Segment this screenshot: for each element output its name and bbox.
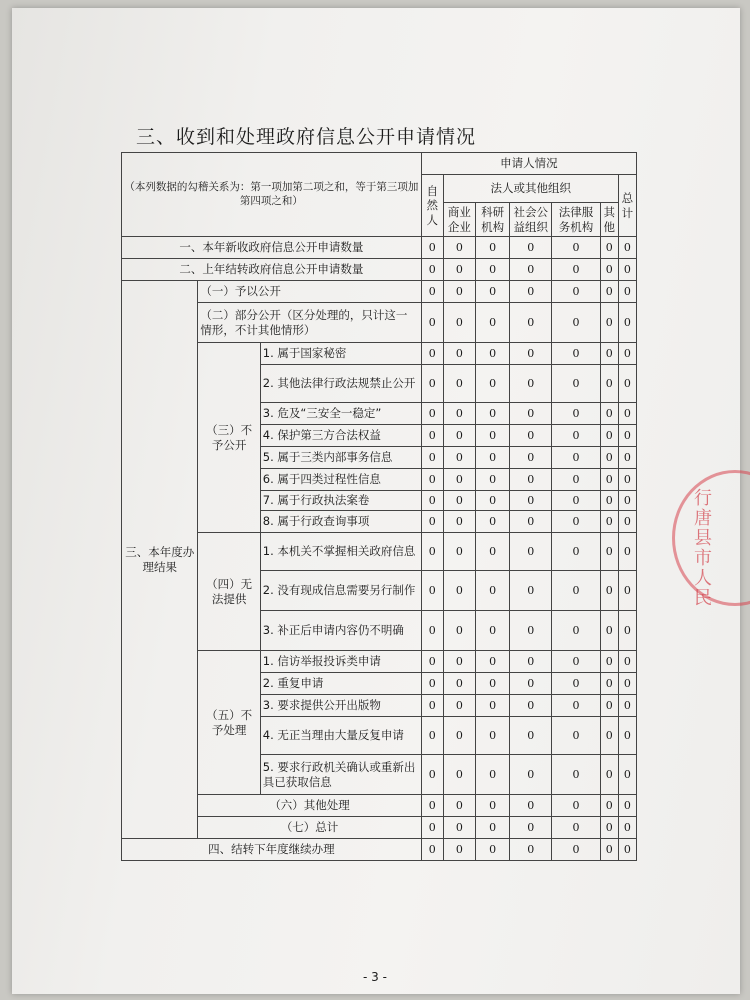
value-cell: 0 <box>421 237 443 259</box>
group-label: （四）无法提供 <box>198 533 260 651</box>
value-cell: 0 <box>510 259 552 281</box>
table-row <box>122 303 637 343</box>
value-cell: 0 <box>510 303 552 343</box>
row-label: 4. 保护第三方合法权益 <box>260 425 421 447</box>
value-cell: 0 <box>552 303 600 343</box>
value-cell: 0 <box>421 695 443 717</box>
value-cell: 0 <box>618 795 636 817</box>
row-label: 5. 要求行政机关确认或重新出具已获取信息 <box>260 755 421 795</box>
group-label: （三）不予公开 <box>198 343 260 533</box>
value-cell: 0 <box>510 365 552 403</box>
value-cell: 0 <box>600 817 618 839</box>
value-cell: 0 <box>421 755 443 795</box>
value-cell: 0 <box>618 365 636 403</box>
value-cell: 0 <box>443 237 475 259</box>
value-cell: 0 <box>552 469 600 491</box>
row-label: （一）予以公开 <box>198 281 421 303</box>
value-cell: 0 <box>421 651 443 673</box>
value-cell: 0 <box>600 839 618 861</box>
seal-text: 行唐县市人民 <box>691 488 712 608</box>
row-label: 一、本年新收政府信息公开申请数量 <box>122 237 422 259</box>
row-label: 8. 属于行政查询事项 <box>260 511 421 533</box>
value-cell: 0 <box>552 817 600 839</box>
value-cell: 0 <box>618 673 636 695</box>
value-cell: 0 <box>421 571 443 611</box>
table-row <box>122 259 637 281</box>
value-cell: 0 <box>476 533 510 571</box>
org-type-header: 科研机构 <box>476 203 510 237</box>
value-cell: 0 <box>618 695 636 717</box>
value-cell: 0 <box>552 839 600 861</box>
value-cell: 0 <box>552 425 600 447</box>
table-row <box>122 237 637 259</box>
value-cell: 0 <box>552 755 600 795</box>
value-cell: 0 <box>600 259 618 281</box>
value-cell: 0 <box>421 673 443 695</box>
header-note: （本列数据的勾稽关系为：第一项加第二项之和，等于第三项加第四项之和） <box>122 153 422 237</box>
value-cell: 0 <box>618 839 636 861</box>
row-label: （六）其他处理 <box>198 795 421 817</box>
value-cell: 0 <box>421 491 443 511</box>
value-cell: 0 <box>421 511 443 533</box>
value-cell: 0 <box>510 281 552 303</box>
table-row <box>122 839 637 861</box>
value-cell: 0 <box>510 755 552 795</box>
value-cell: 0 <box>476 795 510 817</box>
value-cell: 0 <box>421 365 443 403</box>
value-cell: 0 <box>600 343 618 365</box>
value-cell: 0 <box>510 571 552 611</box>
value-cell: 0 <box>552 611 600 651</box>
value-cell: 0 <box>443 839 475 861</box>
value-cell: 0 <box>618 817 636 839</box>
value-cell: 0 <box>600 651 618 673</box>
value-cell: 0 <box>476 447 510 469</box>
value-cell: 0 <box>600 491 618 511</box>
total-header: 总计 <box>618 175 636 237</box>
row-label: 2. 其他法律行政法规禁止公开 <box>260 365 421 403</box>
value-cell: 0 <box>443 259 475 281</box>
value-cell: 0 <box>510 469 552 491</box>
value-cell: 0 <box>476 259 510 281</box>
value-cell: 0 <box>618 469 636 491</box>
value-cell: 0 <box>421 447 443 469</box>
value-cell: 0 <box>476 511 510 533</box>
value-cell: 0 <box>421 403 443 425</box>
value-cell: 0 <box>421 259 443 281</box>
value-cell: 0 <box>510 533 552 571</box>
value-cell: 0 <box>600 281 618 303</box>
value-cell: 0 <box>476 651 510 673</box>
value-cell: 0 <box>600 447 618 469</box>
value-cell: 0 <box>476 673 510 695</box>
value-cell: 0 <box>600 469 618 491</box>
value-cell: 0 <box>443 511 475 533</box>
value-cell: 0 <box>552 651 600 673</box>
value-cell: 0 <box>552 447 600 469</box>
value-cell: 0 <box>476 817 510 839</box>
value-cell: 0 <box>443 403 475 425</box>
value-cell: 0 <box>421 795 443 817</box>
value-cell: 0 <box>618 717 636 755</box>
value-cell: 0 <box>600 795 618 817</box>
value-cell: 0 <box>476 491 510 511</box>
value-cell: 0 <box>443 755 475 795</box>
value-cell: 0 <box>552 281 600 303</box>
value-cell: 0 <box>618 447 636 469</box>
row-label: 2. 重复申请 <box>260 673 421 695</box>
legal-group-header: 法人或其他组织 <box>443 175 618 203</box>
value-cell: 0 <box>618 237 636 259</box>
value-cell: 0 <box>476 343 510 365</box>
value-cell: 0 <box>443 611 475 651</box>
value-cell: 0 <box>476 571 510 611</box>
value-cell: 0 <box>600 611 618 651</box>
value-cell: 0 <box>600 403 618 425</box>
table-row <box>122 153 637 175</box>
org-type-header: 其他 <box>600 203 618 237</box>
value-cell: 0 <box>510 717 552 755</box>
value-cell: 0 <box>443 425 475 447</box>
section-title: 三、收到和处理政府信息公开申请情况 <box>136 126 477 148</box>
org-type-header: 商业企业 <box>443 203 475 237</box>
value-cell: 0 <box>421 281 443 303</box>
value-cell: 0 <box>443 281 475 303</box>
value-cell: 0 <box>510 403 552 425</box>
table-row <box>122 533 637 571</box>
row-label: 3. 要求提供公开出版物 <box>260 695 421 717</box>
org-type-header: 社会公益组织 <box>510 203 552 237</box>
value-cell: 0 <box>618 259 636 281</box>
value-cell: 0 <box>600 717 618 755</box>
value-cell: 0 <box>552 237 600 259</box>
value-cell: 0 <box>618 281 636 303</box>
value-cell: 0 <box>443 651 475 673</box>
value-cell: 0 <box>510 447 552 469</box>
disclosure-table <box>121 152 637 861</box>
value-cell: 0 <box>552 365 600 403</box>
value-cell: 0 <box>443 817 475 839</box>
value-cell: 0 <box>421 611 443 651</box>
value-cell: 0 <box>552 571 600 611</box>
row-label: 7. 属于行政执法案卷 <box>260 491 421 511</box>
table-row <box>122 795 637 817</box>
value-cell: 0 <box>476 611 510 651</box>
value-cell: 0 <box>552 259 600 281</box>
value-cell: 0 <box>618 651 636 673</box>
value-cell: 0 <box>600 237 618 259</box>
value-cell: 0 <box>421 303 443 343</box>
value-cell: 0 <box>510 511 552 533</box>
row-label: 二、上年结转政府信息公开申请数量 <box>122 259 422 281</box>
table-row <box>122 817 637 839</box>
value-cell: 0 <box>510 343 552 365</box>
value-cell: 0 <box>618 611 636 651</box>
value-cell: 0 <box>552 403 600 425</box>
value-cell: 0 <box>421 817 443 839</box>
section-label: 三、本年度办理结果 <box>122 281 198 839</box>
value-cell: 0 <box>552 533 600 571</box>
value-cell: 0 <box>618 425 636 447</box>
value-cell: 0 <box>443 695 475 717</box>
row-label: （七）总计 <box>198 817 421 839</box>
value-cell: 0 <box>443 795 475 817</box>
value-cell: 0 <box>510 839 552 861</box>
value-cell: 0 <box>476 237 510 259</box>
value-cell: 0 <box>600 673 618 695</box>
applicant-header: 申请人情况 <box>421 153 636 175</box>
value-cell: 0 <box>421 343 443 365</box>
value-cell: 0 <box>552 343 600 365</box>
value-cell: 0 <box>600 571 618 611</box>
table-row <box>122 343 637 365</box>
value-cell: 0 <box>476 469 510 491</box>
value-cell: 0 <box>600 755 618 795</box>
value-cell: 0 <box>600 303 618 343</box>
value-cell: 0 <box>510 611 552 651</box>
row-label: 1. 本机关不掌握相关政府信息 <box>260 533 421 571</box>
page-number: - 3 - <box>363 970 387 984</box>
value-cell: 0 <box>421 533 443 571</box>
value-cell: 0 <box>552 491 600 511</box>
value-cell: 0 <box>421 717 443 755</box>
value-cell: 0 <box>618 491 636 511</box>
value-cell: 0 <box>552 695 600 717</box>
value-cell: 0 <box>618 403 636 425</box>
value-cell: 0 <box>600 365 618 403</box>
value-cell: 0 <box>618 571 636 611</box>
row-label: 5. 属于三类内部事务信息 <box>260 447 421 469</box>
value-cell: 0 <box>600 425 618 447</box>
value-cell: 0 <box>421 839 443 861</box>
value-cell: 0 <box>443 571 475 611</box>
row-label: 3. 补正后申请内容仍不明确 <box>260 611 421 651</box>
value-cell: 0 <box>476 365 510 403</box>
value-cell: 0 <box>510 817 552 839</box>
value-cell: 0 <box>618 303 636 343</box>
value-cell: 0 <box>476 425 510 447</box>
value-cell: 0 <box>443 533 475 571</box>
value-cell: 0 <box>618 755 636 795</box>
value-cell: 0 <box>476 717 510 755</box>
row-label: 3. 危及“三安全一稳定” <box>260 403 421 425</box>
value-cell: 0 <box>552 795 600 817</box>
group-label: （五）不予处理 <box>198 651 260 795</box>
natural-person-header: 自然人 <box>421 175 443 237</box>
row-label: 1. 信访举报投诉类申请 <box>260 651 421 673</box>
org-type-header: 法律服务机构 <box>552 203 600 237</box>
value-cell: 0 <box>421 469 443 491</box>
value-cell: 0 <box>443 303 475 343</box>
value-cell: 0 <box>443 365 475 403</box>
value-cell: 0 <box>600 533 618 571</box>
value-cell: 0 <box>510 491 552 511</box>
row-label: 2. 没有现成信息需要另行制作 <box>260 571 421 611</box>
value-cell: 0 <box>618 511 636 533</box>
value-cell: 0 <box>510 795 552 817</box>
value-cell: 0 <box>443 717 475 755</box>
value-cell: 0 <box>443 469 475 491</box>
table-row <box>122 651 637 673</box>
value-cell: 0 <box>476 755 510 795</box>
row-label: 1. 属于国家秘密 <box>260 343 421 365</box>
value-cell: 0 <box>510 237 552 259</box>
value-cell: 0 <box>476 695 510 717</box>
value-cell: 0 <box>510 425 552 447</box>
value-cell: 0 <box>600 511 618 533</box>
value-cell: 0 <box>443 491 475 511</box>
row-label: （二）部分公开（区分处理的，只计这一情形，不计其他情形） <box>198 303 421 343</box>
value-cell: 0 <box>618 343 636 365</box>
value-cell: 0 <box>618 533 636 571</box>
value-cell: 0 <box>552 511 600 533</box>
row-label: 四、结转下年度继续办理 <box>122 839 422 861</box>
value-cell: 0 <box>476 839 510 861</box>
value-cell: 0 <box>600 695 618 717</box>
value-cell: 0 <box>510 651 552 673</box>
value-cell: 0 <box>443 447 475 469</box>
value-cell: 0 <box>510 695 552 717</box>
value-cell: 0 <box>443 673 475 695</box>
value-cell: 0 <box>476 281 510 303</box>
value-cell: 0 <box>510 673 552 695</box>
value-cell: 0 <box>476 403 510 425</box>
value-cell: 0 <box>552 673 600 695</box>
value-cell: 0 <box>421 425 443 447</box>
table-row <box>122 281 637 303</box>
value-cell: 0 <box>443 343 475 365</box>
row-label: 6. 属于四类过程性信息 <box>260 469 421 491</box>
value-cell: 0 <box>476 303 510 343</box>
row-label: 4. 无正当理由大量反复申请 <box>260 717 421 755</box>
value-cell: 0 <box>552 717 600 755</box>
